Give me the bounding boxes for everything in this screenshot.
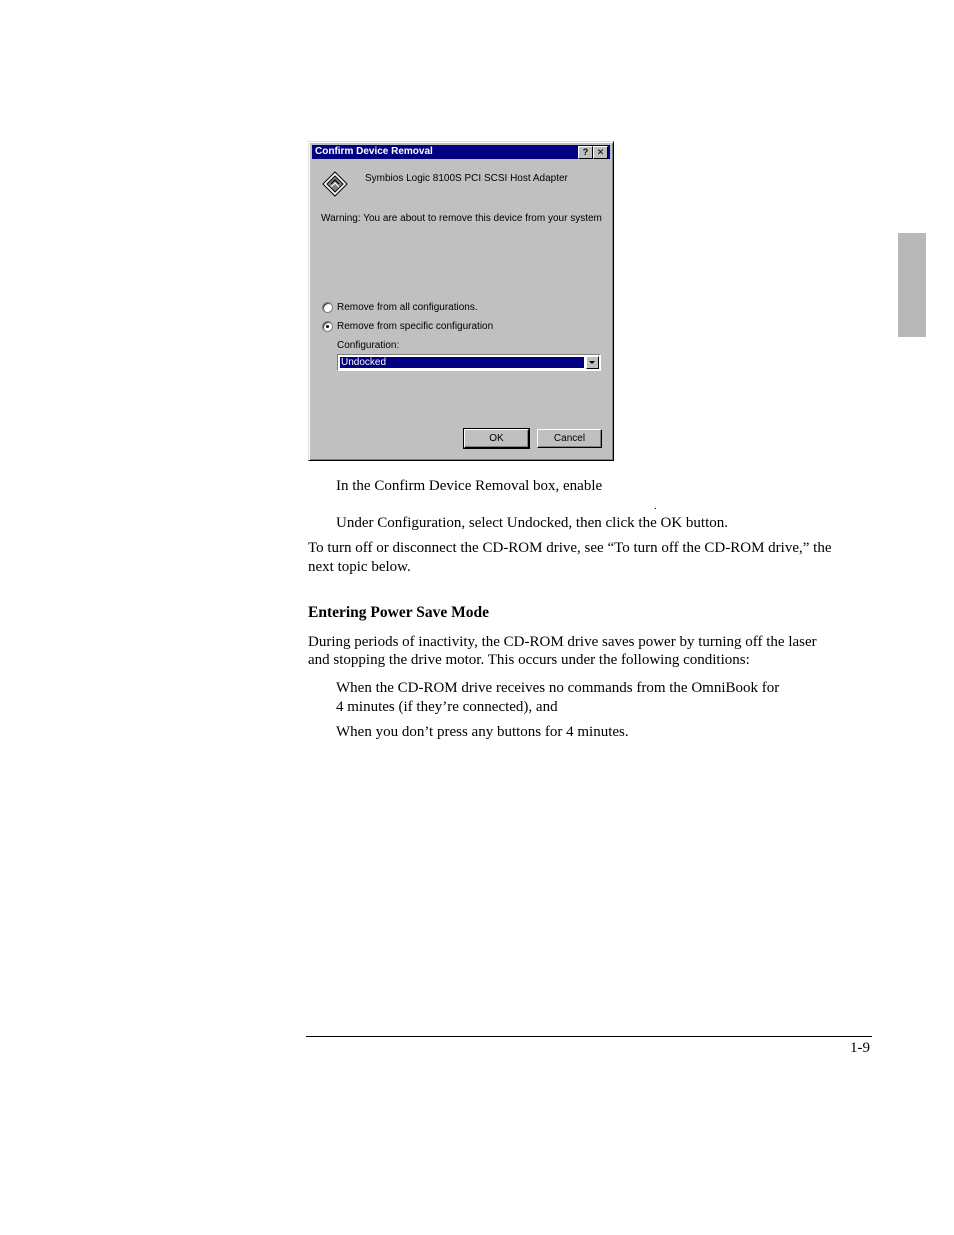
step-1-end: . <box>654 500 657 512</box>
dialog-title-bar <box>312 145 610 159</box>
device-name: Symbios Logic 8100S PCI SCSI Host Adapter <box>365 173 568 184</box>
footer-rule <box>306 1036 872 1037</box>
bullet-1-line-1: When the CD-ROM drive receives no commands from the OmniBook for <box>336 680 780 696</box>
paragraph-1-line-2: next topic below. <box>308 559 411 575</box>
radio-remove-all[interactable] <box>322 302 333 313</box>
radio-remove-specific-label[interactable]: Remove from specific configuration <box>337 321 494 332</box>
bullet-2-text: When you don’t press any buttons for 4 minutes. <box>336 724 629 740</box>
page-number: 1-9 <box>850 1040 870 1056</box>
step-1-text: In the Confirm Device Removal box, enable <box>336 478 603 494</box>
dialog-title: Confirm Device Removal <box>315 146 433 157</box>
help-button[interactable]: ? <box>578 146 593 159</box>
warning-text: Warning: You are about to remove this device from your system <box>321 213 602 224</box>
radio-remove-all-label[interactable]: Remove from all configurations. <box>337 302 478 313</box>
confirm-device-removal-dialog <box>308 141 614 461</box>
configuration-label: Configuration: <box>337 340 400 351</box>
section-heading: Entering Power Save Mode <box>308 604 489 621</box>
cancel-button[interactable]: Cancel <box>537 429 602 448</box>
paragraph-1-line-1: To turn off or disconnect the CD-ROM drive, see “To turn off the CD-ROM drive,” the <box>308 540 832 556</box>
bullet-1-line-2: 4 minutes (if they’re connected), and <box>336 699 558 715</box>
ok-button[interactable]: OK <box>464 429 529 448</box>
radio-selected-dot <box>326 325 329 328</box>
radio-remove-specific[interactable] <box>322 321 333 332</box>
paragraph-2-line-2: and stopping the drive motor. This occurs under the following conditions: <box>308 652 750 668</box>
scsi-adapter-icon <box>321 170 349 198</box>
configuration-dropdown[interactable] <box>337 354 601 371</box>
close-button[interactable]: ✕ <box>593 146 608 159</box>
paragraph-2-line-1: During periods of inactivity, the CD-ROM drive saves power by turning off the laser <box>308 634 817 650</box>
step-2-text: Under Configuration, select Undocked, then click the OK button. <box>336 515 728 531</box>
chevron-down-icon[interactable] <box>586 356 599 369</box>
chapter-tab <box>898 233 926 337</box>
configuration-selected-value: Undocked <box>340 357 584 368</box>
